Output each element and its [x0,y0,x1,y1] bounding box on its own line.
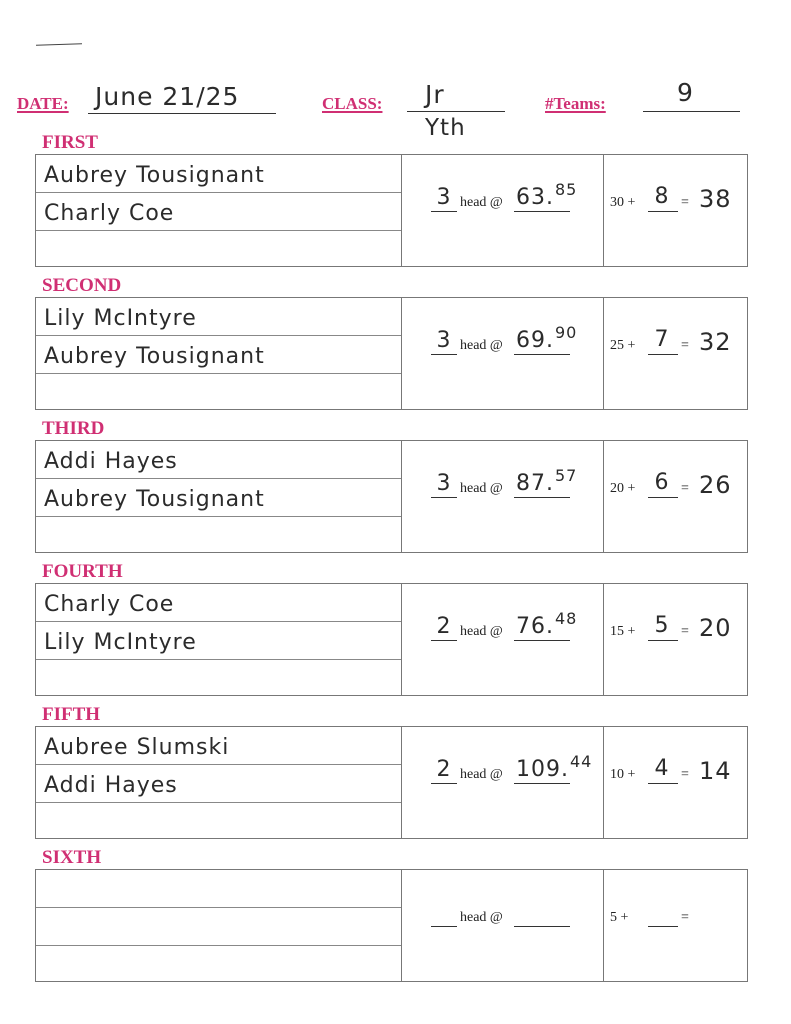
price-cents: 48 [555,609,578,628]
names-cell [36,298,402,409]
bonus-points[interactable]: 4 [654,756,670,781]
points-cell [603,155,748,266]
total-points[interactable]: 14 [699,757,732,785]
bonus-line [648,926,678,927]
price-cell [401,298,604,409]
exhibitor-name-2[interactable]: Aubrey Tousignant [44,344,265,369]
placing-box [35,297,748,410]
row-divider [36,802,401,803]
equals-sign: = [681,910,689,925]
base-points: 15 + [610,624,636,639]
names-cell [36,584,402,695]
row-divider [36,335,401,336]
total-points[interactable]: 20 [699,614,732,642]
price-cell [401,441,604,552]
base-points: 5 + [610,910,629,925]
placing-box [35,726,748,839]
price-value[interactable] [516,466,578,496]
total-points[interactable]: 32 [699,328,732,356]
date-line [88,113,276,114]
equals-sign: = [681,195,689,210]
bonus-points[interactable]: 5 [654,613,670,638]
price-value[interactable] [516,180,578,210]
exhibitor-name-1[interactable]: Aubrey Tousignant [44,163,265,188]
price-cents: 57 [555,466,578,485]
names-cell [36,441,402,552]
row-divider [36,230,401,231]
equals-sign: = [681,624,689,639]
placing-title: THIRD [42,418,105,439]
points-cell [603,727,748,838]
class-line [407,111,505,112]
head-count[interactable]: 3 [436,328,452,353]
exhibitor-name-2[interactable]: Charly Coe [44,201,175,226]
names-cell [36,727,402,838]
placing-box [35,440,748,553]
head-at-label: head @ [460,624,503,639]
exhibitor-name-1[interactable]: Aubree Slumski [44,735,230,760]
price-cents: 44 [569,752,593,771]
price-line [514,640,570,641]
placing-title: FIRST [42,132,98,153]
head-at-label: head @ [460,195,503,210]
price-cents: 90 [555,323,578,342]
row-divider [36,516,401,517]
row-divider [36,192,401,193]
price-line [514,354,570,355]
price-value[interactable] [516,323,578,353]
row-divider [36,373,401,374]
price-line [514,926,570,927]
head-at-label: head @ [460,767,503,782]
price-cell [401,870,604,981]
head-count-line [431,640,457,641]
row-divider [36,907,401,908]
placing-box [35,869,748,982]
points-cell [603,870,748,981]
price-whole: 63. [516,185,554,210]
head-count-line [431,354,457,355]
head-at-label: head @ [460,910,503,925]
head-count[interactable]: 3 [436,185,452,210]
bonus-line [648,497,678,498]
row-divider [36,659,401,660]
head-count-line [431,783,457,784]
price-whole: 87. [516,471,554,496]
exhibitor-name-1[interactable]: Charly Coe [44,592,175,617]
price-value[interactable] [516,609,578,639]
price-value[interactable] [516,752,593,782]
exhibitor-name-2[interactable]: Lily McIntyre [44,630,197,655]
head-count-line [431,211,457,212]
price-cell [401,155,604,266]
equals-sign: = [681,767,689,782]
bonus-line [648,354,678,355]
price-cell [401,727,604,838]
row-divider [36,621,401,622]
head-count[interactable]: 3 [436,471,452,496]
head-count[interactable]: 2 [436,757,452,782]
equals-sign: = [681,481,689,496]
date-label: DATE: [17,94,69,113]
total-points[interactable]: 38 [699,185,732,213]
teams-label: #Teams: [545,94,606,113]
teams-line [643,111,740,112]
class-value-line2[interactable]: Yth [425,115,466,141]
names-cell [36,870,402,981]
points-cell [603,441,748,552]
price-cell [401,584,604,695]
price-value[interactable] [516,900,517,925]
base-points: 30 + [610,195,636,210]
names-cell [36,155,402,266]
base-points: 20 + [610,481,636,496]
points-cell [603,584,748,695]
price-line [514,783,570,784]
bonus-line [648,211,678,212]
placing-title: SIXTH [42,847,102,868]
class-value-line1[interactable]: Jr [425,80,445,109]
teams-value[interactable]: 9 [677,78,694,107]
class-label: CLASS: [322,94,383,113]
row-divider [36,764,401,765]
price-whole: 69. [516,328,554,353]
equals-sign: = [681,338,689,353]
form-header [0,0,791,141]
price-whole: 76. [516,614,554,639]
head-at-label: head @ [460,338,503,353]
points-cell [603,298,748,409]
price-cents: 85 [555,180,578,199]
placing-title: FOURTH [42,561,123,582]
head-count-line [431,497,457,498]
price-line [514,497,570,498]
total-points[interactable]: 26 [699,471,732,499]
bonus-points[interactable]: 8 [654,184,670,209]
bonus-line [648,640,678,641]
head-count[interactable]: 2 [436,614,452,639]
row-divider [36,478,401,479]
head-at-label: head @ [460,481,503,496]
price-line [514,211,570,212]
exhibitor-name-1[interactable]: Addi Hayes [44,449,178,474]
date-value[interactable]: June 21/25 [95,82,240,111]
price-whole: 109. [516,757,569,782]
head-count-line [431,926,457,927]
bonus-points[interactable]: 7 [654,327,670,352]
bonus-points[interactable]: 6 [654,470,670,495]
exhibitor-name-2[interactable]: Addi Hayes [44,773,178,798]
placing-box [35,583,748,696]
placing-box [35,154,748,267]
exhibitor-name-2[interactable]: Aubrey Tousignant [44,487,265,512]
placing-title: FIFTH [42,704,101,725]
base-points: 25 + [610,338,636,353]
row-divider [36,945,401,946]
base-points: 10 + [610,767,636,782]
bonus-line [648,783,678,784]
placing-title: SECOND [42,275,122,296]
exhibitor-name-1[interactable]: Lily McIntyre [44,306,197,331]
